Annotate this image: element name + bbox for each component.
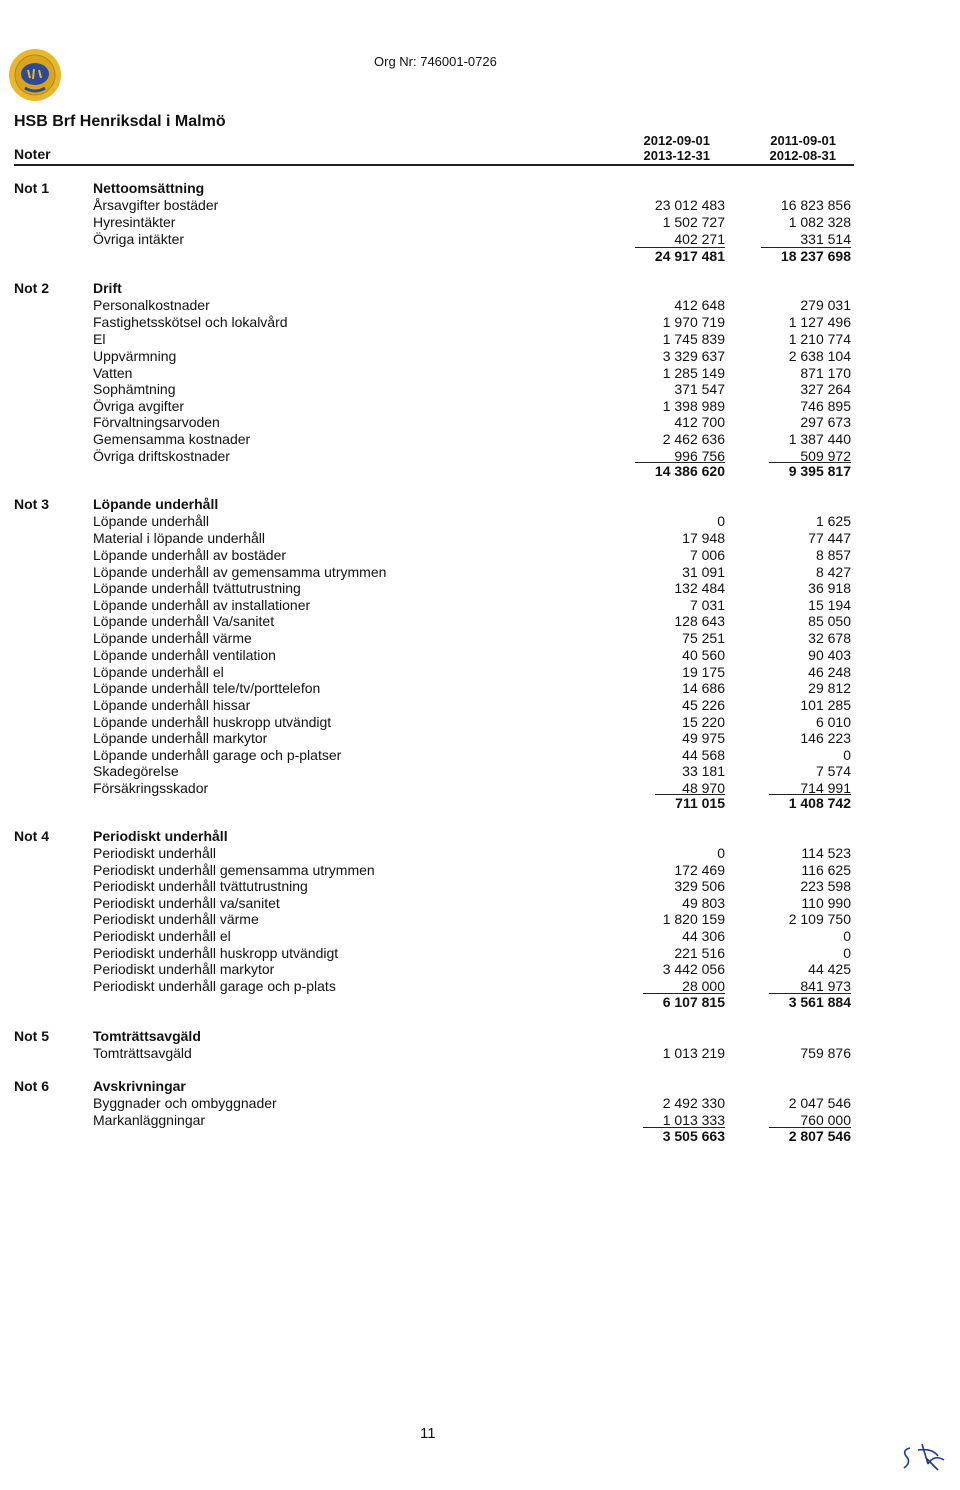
row-label: Övriga avgifter — [93, 398, 185, 414]
table-row — [0, 945, 960, 962]
row-current-value: 0 — [717, 513, 725, 529]
period-current-end: 2013-12-31 — [643, 148, 710, 163]
table-row — [0, 763, 960, 780]
table-row — [0, 414, 960, 431]
row-label: Löpande underhåll el — [93, 664, 224, 680]
row-label: Löpande underhåll av gemensamma utrymmen — [93, 564, 387, 580]
row-current-value: 7 006 — [689, 547, 725, 563]
total-row — [0, 994, 960, 1011]
row-prior-value: 146 223 — [800, 730, 851, 746]
row-prior-value: 7 574 — [815, 763, 851, 779]
total-row — [0, 248, 960, 265]
table-row — [0, 214, 960, 231]
period-prior-header — [706, 133, 836, 163]
row-current-value: 132 484 — [674, 580, 725, 596]
row-prior-value: 279 031 — [800, 297, 851, 313]
row-current-value: 17 948 — [682, 530, 725, 546]
table-row — [0, 862, 960, 879]
row-label: Fastighetsskötsel och lokalvård — [93, 314, 288, 330]
row-label: El — [93, 331, 106, 347]
row-current-value: 996 756 — [674, 448, 725, 464]
total-current-value: 6 107 815 — [643, 993, 725, 1010]
row-prior-value: 44 425 — [808, 961, 851, 977]
org-number: Org Nr: 746001-0726 — [374, 54, 497, 69]
table-row — [0, 697, 960, 714]
total-prior-value: 1 408 742 — [769, 794, 851, 811]
row-label: Övriga driftskostnader — [93, 448, 230, 464]
row-current-value: 28 000 — [682, 978, 725, 994]
table-row — [0, 398, 960, 415]
total-row — [0, 463, 960, 480]
row-current-value: 412 648 — [674, 297, 725, 313]
note-heading — [0, 180, 960, 197]
row-current-value: 14 686 — [682, 680, 725, 696]
row-current-value: 19 175 — [682, 664, 725, 680]
row-prior-value: 36 918 — [808, 580, 851, 596]
row-label: Löpande underhåll Va/sanitet — [93, 613, 275, 629]
table-row — [0, 730, 960, 747]
row-prior-value: 331 514 — [800, 231, 851, 247]
row-prior-value: 6 010 — [815, 714, 851, 730]
association-name: HSB Brf Henriksdal i Malmö — [14, 113, 226, 130]
table-row — [0, 197, 960, 214]
row-label: Hyresintäkter — [93, 214, 176, 230]
table-row — [0, 431, 960, 448]
row-prior-value: 2 109 750 — [788, 911, 851, 927]
note-number: Not 2 — [14, 280, 49, 296]
row-prior-value: 29 812 — [808, 680, 851, 696]
row-current-value: 172 469 — [674, 862, 725, 878]
note-title: Avskrivningar — [93, 1078, 186, 1094]
row-label: Löpande underhåll markytor — [93, 730, 268, 746]
row-current-value: 3 442 056 — [662, 961, 725, 977]
row-current-value: 44 568 — [682, 747, 725, 763]
table-row — [0, 1095, 960, 1112]
row-current-value: 329 506 — [674, 878, 725, 894]
table-row — [0, 580, 960, 597]
row-prior-value: 85 050 — [808, 613, 851, 629]
row-prior-value: 1 625 — [815, 513, 851, 529]
row-label: Löpande underhåll värme — [93, 630, 252, 646]
row-current-value: 49 975 — [682, 730, 725, 746]
note-number: Not 3 — [14, 496, 49, 512]
row-current-value: 45 226 — [682, 697, 725, 713]
table-row — [0, 747, 960, 764]
table-row — [0, 680, 960, 697]
table-row — [0, 348, 960, 365]
note-number: Not 5 — [14, 1028, 49, 1044]
row-prior-value: 8 427 — [815, 564, 851, 580]
table-row — [0, 845, 960, 862]
row-label: Material i löpande underhåll — [93, 530, 265, 546]
table-row — [0, 513, 960, 530]
row-current-value: 0 — [717, 845, 725, 861]
row-prior-value: 8 857 — [815, 547, 851, 563]
hsb-logo — [8, 48, 62, 102]
row-prior-value: 1 082 328 — [788, 214, 851, 230]
row-label: Löpande underhåll av bostäder — [93, 547, 287, 563]
row-current-value: 15 220 — [682, 714, 725, 730]
table-row — [0, 1045, 960, 1062]
row-prior-value: 871 170 — [800, 365, 851, 381]
period-current-header — [580, 133, 710, 163]
note-title: Drift — [93, 280, 122, 296]
row-label: Periodiskt underhåll el — [93, 928, 231, 944]
total-current-value: 711 015 — [655, 794, 725, 811]
row-current-value: 1 970 719 — [662, 314, 725, 330]
row-label: Periodiskt underhåll tvättutrustning — [93, 878, 308, 894]
total-current-value: 3 505 663 — [643, 1127, 725, 1144]
row-current-value: 48 970 — [682, 780, 725, 796]
row-prior-value: 46 248 — [808, 664, 851, 680]
total-row — [0, 1128, 960, 1145]
row-prior-value: 16 823 856 — [780, 197, 851, 213]
row-current-value: 40 560 — [682, 647, 725, 663]
row-prior-value: 110 990 — [801, 895, 851, 911]
row-prior-value: 0 — [843, 945, 851, 961]
table-row — [0, 613, 960, 630]
row-current-value: 1 398 989 — [662, 398, 725, 414]
row-label: Löpande underhåll garage och p-platser — [93, 747, 342, 763]
table-row — [0, 630, 960, 647]
total-prior-value: 2 807 546 — [769, 1127, 851, 1144]
row-label: Periodiskt underhåll garage och p-plats — [93, 978, 336, 994]
handwritten-signature — [898, 1440, 952, 1476]
row-current-value: 371 547 — [674, 381, 725, 397]
row-current-value: 412 700 — [674, 414, 725, 430]
row-prior-value: 114 523 — [801, 845, 851, 861]
row-prior-value: 327 264 — [800, 381, 851, 397]
row-label: Årsavgifter bostäder — [93, 197, 219, 213]
total-current-value: 14 386 620 — [635, 462, 725, 479]
row-label: Periodiskt underhåll värme — [93, 911, 259, 927]
row-current-value: 75 251 — [682, 630, 725, 646]
table-row — [0, 664, 960, 681]
row-current-value: 1 502 727 — [662, 214, 725, 230]
total-current-value: 24 917 481 — [635, 247, 725, 264]
note-number: Not 4 — [14, 828, 49, 844]
row-label: Övriga intäkter — [93, 231, 185, 247]
row-prior-value: 760 000 — [800, 1112, 851, 1128]
row-prior-value: 223 598 — [800, 878, 851, 894]
row-current-value: 1 285 149 — [662, 365, 725, 381]
note-heading — [0, 280, 960, 297]
table-row — [0, 331, 960, 348]
row-label: Periodiskt underhåll va/sanitet — [93, 895, 280, 911]
row-current-value: 221 516 — [674, 945, 725, 961]
row-prior-value: 0 — [843, 928, 851, 944]
note-title: Nettoomsättning — [93, 180, 205, 196]
row-label: Tomträttsavgäld — [93, 1045, 192, 1061]
row-label: Periodiskt underhåll — [93, 845, 216, 861]
row-prior-value: 759 876 — [800, 1045, 851, 1061]
row-current-value: 3 329 637 — [662, 348, 725, 364]
row-label: Löpande underhåll huskropp utvändigt — [93, 714, 332, 730]
table-row — [0, 530, 960, 547]
row-current-value: 33 181 — [682, 763, 725, 779]
row-prior-value: 509 972 — [800, 448, 851, 464]
table-row — [0, 961, 960, 978]
row-label: Byggnader och ombyggnader — [93, 1095, 277, 1111]
note-title: Löpande underhåll — [93, 496, 219, 512]
row-prior-value: 746 895 — [800, 398, 851, 414]
row-current-value: 1 820 159 — [662, 911, 725, 927]
row-label: Periodiskt underhåll markytor — [93, 961, 275, 977]
row-current-value: 1 013 219 — [662, 1045, 725, 1061]
note-title: Periodiskt underhåll — [93, 828, 228, 844]
total-prior-value: 3 561 884 — [769, 993, 851, 1010]
row-label: Gemensamma kostnader — [93, 431, 251, 447]
row-prior-value: 116 625 — [801, 862, 851, 878]
table-row — [0, 547, 960, 564]
period-prior-start: 2011-09-01 — [770, 133, 836, 148]
row-current-value: 23 012 483 — [654, 197, 725, 213]
row-current-value: 49 803 — [682, 895, 725, 911]
table-row — [0, 597, 960, 614]
header-divider — [14, 164, 854, 166]
total-prior-value: 18 237 698 — [761, 247, 851, 264]
row-label: Vatten — [93, 365, 133, 381]
table-row — [0, 365, 960, 382]
row-prior-value: 2 047 546 — [788, 1095, 851, 1111]
row-current-value: 1 745 839 — [662, 331, 725, 347]
row-prior-value: 77 447 — [808, 530, 851, 546]
row-current-value: 2 462 636 — [662, 431, 725, 447]
row-label: Personalkostnader — [93, 297, 210, 313]
row-prior-value: 1 387 440 — [788, 431, 851, 447]
row-label: Löpande underhåll hissar — [93, 697, 251, 713]
table-row — [0, 297, 960, 314]
row-label: Löpande underhåll ventilation — [93, 647, 276, 663]
row-prior-value: 90 403 — [808, 647, 851, 663]
note-number: Not 1 — [14, 180, 49, 196]
row-current-value: 31 091 — [682, 564, 725, 580]
row-label: Markanläggningar — [93, 1112, 206, 1128]
row-current-value: 128 643 — [674, 613, 725, 629]
row-label: Löpande underhåll — [93, 513, 209, 529]
table-row — [0, 647, 960, 664]
note-title: Tomträttsavgäld — [93, 1028, 201, 1044]
row-prior-value: 0 — [843, 747, 851, 763]
period-prior-end: 2012-08-31 — [769, 148, 836, 163]
row-label: Skadegörelse — [93, 763, 179, 779]
row-label: Sophämtning — [93, 381, 176, 397]
row-current-value: 44 306 — [682, 928, 725, 944]
table-row — [0, 564, 960, 581]
row-prior-value: 101 285 — [800, 697, 851, 713]
note-heading — [0, 1028, 960, 1045]
row-prior-value: 297 673 — [800, 414, 851, 430]
table-row — [0, 314, 960, 331]
note-heading — [0, 828, 960, 845]
row-label: Periodiskt underhåll huskropp utvändigt — [93, 945, 339, 961]
row-label: Löpande underhåll tele/tv/porttelefon — [93, 680, 321, 696]
row-prior-value: 714 991 — [800, 780, 851, 796]
row-prior-value: 841 973 — [800, 978, 851, 994]
row-prior-value: 32 678 — [808, 630, 851, 646]
row-prior-value: 1 210 774 — [788, 331, 851, 347]
row-label: Försäkringsskador — [93, 780, 209, 796]
table-row — [0, 381, 960, 398]
row-prior-value: 2 638 104 — [788, 348, 851, 364]
row-current-value: 2 492 330 — [662, 1095, 725, 1111]
row-current-value: 402 271 — [674, 231, 725, 247]
row-label: Löpande underhåll tvättutrustning — [93, 580, 301, 596]
table-row — [0, 714, 960, 731]
table-row — [0, 911, 960, 928]
table-row — [0, 231, 960, 248]
row-prior-value: 15 194 — [808, 597, 851, 613]
row-current-value: 1 013 333 — [662, 1112, 725, 1128]
row-label: Förvaltningsarvoden — [93, 414, 220, 430]
row-label: Periodiskt underhåll gemensamma utrymmen — [93, 862, 375, 878]
row-label: Löpande underhåll av installationer — [93, 597, 311, 613]
note-heading — [0, 1078, 960, 1095]
row-current-value: 7 031 — [689, 597, 725, 613]
section-label: Noter — [14, 146, 51, 162]
note-number: Not 6 — [14, 1078, 49, 1094]
total-prior-value: 9 395 817 — [769, 462, 851, 479]
total-row — [0, 795, 960, 812]
page-number: 11 — [420, 1425, 436, 1442]
row-label: Uppvärmning — [93, 348, 177, 364]
table-row — [0, 878, 960, 895]
table-row — [0, 895, 960, 912]
period-current-start: 2012-09-01 — [643, 133, 710, 148]
row-prior-value: 1 127 496 — [788, 314, 851, 330]
note-heading — [0, 496, 960, 513]
table-row — [0, 928, 960, 945]
